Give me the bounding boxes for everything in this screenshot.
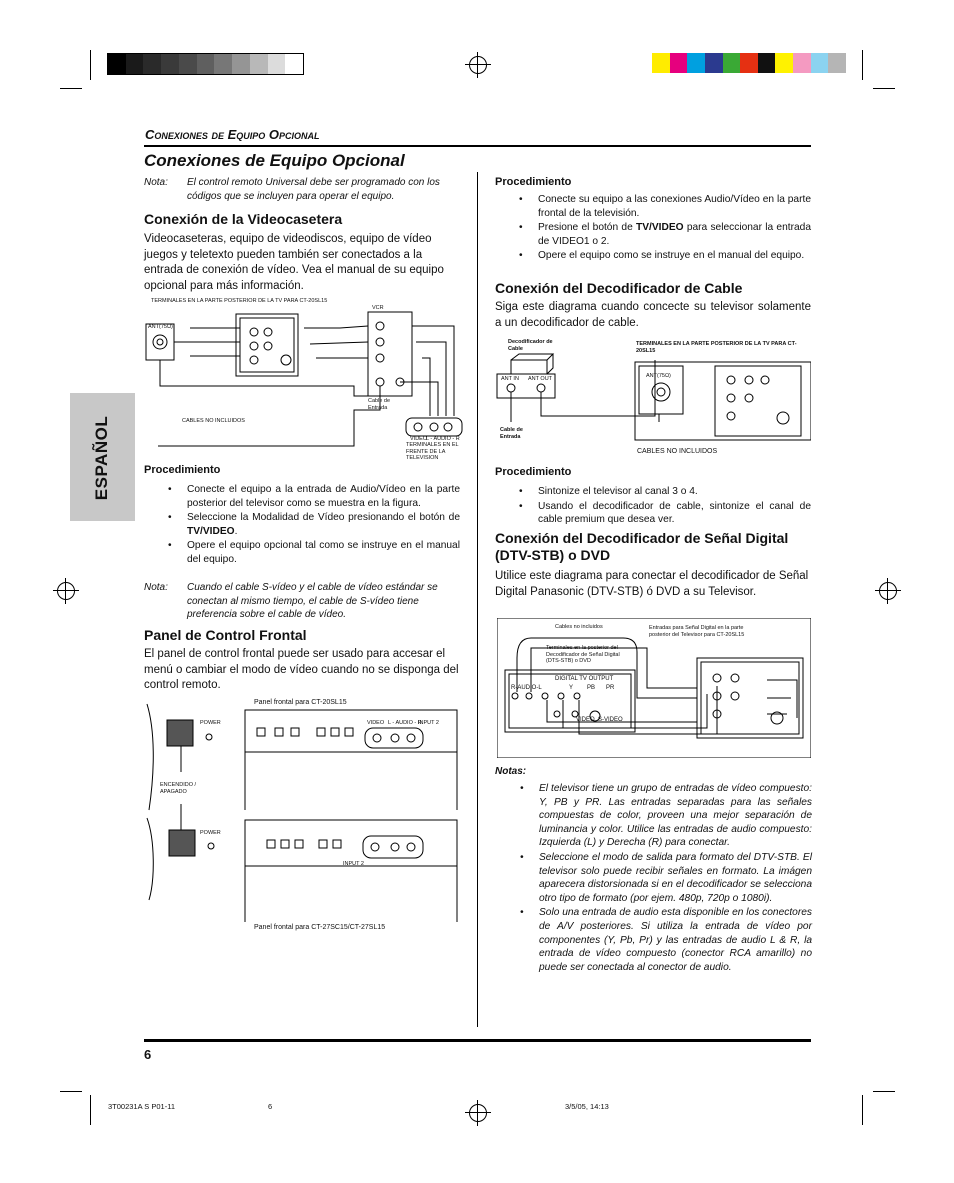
list-item: • Seleccione la Modalidad de Vídeo presionando el botón de TV/VIDEO. <box>165 511 460 538</box>
panel-video-label: VIDEO <box>367 720 385 726</box>
stb-y-label: Y <box>569 685 574 691</box>
stb-terminals-label: Terminales en la posterior del Decodificador de Señal Digital (DTS-STB) o DVD <box>546 645 620 664</box>
crop-mark <box>90 50 91 80</box>
header-rule <box>144 145 811 147</box>
procedure-heading: Procedimiento <box>144 464 221 476</box>
front-panel-label-top: Panel frontal para CT-20SL15 <box>254 699 347 706</box>
power-label: POWER <box>200 720 221 726</box>
list-item: • Opere el equipo como se instruye en el manual del equipo. <box>516 249 811 263</box>
input-label: INPUT 2 <box>418 720 439 726</box>
crop-mark <box>873 88 895 89</box>
ant-in-label: ANT IN <box>501 376 519 382</box>
ant-label: ANT(75Ω) <box>148 324 173 330</box>
crop-mark <box>862 1095 863 1125</box>
procedure-heading: Procedimiento <box>495 176 572 188</box>
cable-heading: Conexión del Decodificador de Cable <box>495 280 743 296</box>
crop-mark <box>862 50 863 80</box>
registration-mark-icon <box>469 1104 487 1122</box>
vcr-diagram-title: TERMINALES EN LA PARTE POSTERIOR DE LA TV PARA CT-20SL15 <box>151 298 328 304</box>
column-divider <box>477 172 478 1027</box>
print-date: 3/5/05, 14:13 <box>565 1102 609 1111</box>
crop-mark <box>60 88 82 89</box>
stb-svideo-label: S-VIDEO <box>598 717 623 723</box>
cable-decoder-diagram <box>495 340 811 450</box>
stb-video-label: VIDEO <box>576 717 595 723</box>
power-label: POWER <box>200 830 221 836</box>
stb-audio-label: R-AUDIO-L <box>511 685 542 691</box>
color-bar <box>652 53 846 73</box>
print-code: 3T00231A S P01-11 <box>108 1102 175 1111</box>
cable-body: Siga este diagrama cuando concecte su televisor solamente a un decodificador de cable. <box>495 301 811 329</box>
list-item: • Conecte su equipo a las conexiones Audio/Vídeo en la parte frontal de la televisión. <box>516 193 811 220</box>
note-label: Nota: <box>144 177 168 188</box>
panel-heading: Panel de Control Frontal <box>144 627 307 643</box>
note <box>144 176 462 204</box>
note-label: Nota: <box>144 582 168 593</box>
notes-list <box>517 782 812 975</box>
cable-diagram-title: TERMINALES EN LA PARTE POSTERIOR DE LA TV PARA CT-20SL15 <box>636 341 797 354</box>
front-terminals-label: TERMINALES EN EL FRENTE DE LA TELEVISION <box>406 442 459 461</box>
language-tab: ESPAÑOL <box>70 393 135 521</box>
registration-mark-icon <box>469 56 487 74</box>
page-title: Conexiones de Equipo Opcional <box>144 151 405 170</box>
print-page: 6 <box>268 1102 273 1111</box>
list-item: • Opere el equipo opcional tal como se instruye en el manual del equipo. <box>165 539 460 566</box>
decoder-label: Decodificador de Cable <box>508 339 553 352</box>
ant-out-label: ANT OUT <box>528 376 553 382</box>
front-panel-diagram <box>145 700 461 925</box>
vcr-label: VCR <box>372 305 384 311</box>
panel-audio-label: L - AUDIO - R <box>388 720 422 726</box>
input-label: INPUT 2 <box>343 861 364 867</box>
crop-mark <box>90 1095 91 1125</box>
front-panel-label-bottom: Panel frontal para CT-27SC15/CT-27SL15 <box>254 924 386 931</box>
section-label: Conexiones de Equipo Opcional <box>145 127 320 142</box>
note-text: Cuando el cable S-vídeo y el cable de vídeo estándar se conectan al mismo tiempo, el cable de S-vídeo tiene preferencia sobre el cable de vídeo. <box>187 582 438 620</box>
dtv-connection-diagram <box>497 618 811 758</box>
grayscale-bar <box>107 53 304 75</box>
notes-heading: Notas: <box>495 766 527 777</box>
crop-mark <box>873 1091 895 1092</box>
cable-entrada-label: Cable de Entrada <box>500 427 523 440</box>
dtv-heading: Conexión del Decodificador de Señal Digital (DTV-STB) o DVD <box>495 530 789 563</box>
tv-inputs-label: Entradas para Señal Digital en la parte posterior del Televisor para CT-20SL15 <box>649 625 745 638</box>
page-number: 6 <box>144 1047 152 1062</box>
dtv-body: Utilice este diagrama para conectar el decodificador de Señal Digital Panasonic (DTV-STB) ó DVD a su Televisor. <box>495 570 809 598</box>
dtv-cables-label: Cables no incluidos <box>555 624 603 630</box>
digital-out-label: DIGITAL TV OUTPUT <box>555 676 614 682</box>
stb-pr-label: PR <box>606 685 615 691</box>
note-text: El control remoto Universal debe ser programado con los códigos que se incluyen para operar el equipo. <box>187 177 440 202</box>
registration-mark-icon <box>57 582 75 600</box>
list-item: • Conecte el equipo a la entrada de Audio/Vídeo en la parte posterior del televisor como se muestra en la figura. <box>165 483 460 510</box>
list-item: • El televisor tiene un grupo de entradas de vídeo compuesto: Y, PB y PR. Las entradas separadas para las señales compuestas de color, proveen una mejor separación de luminancia y color. Utilice las entradas de audio compuesto: Izquierda (L) y Derecha (R) para conectar. <box>517 782 812 850</box>
ant-label: ANT(75Ω) <box>646 373 671 379</box>
list-item: • Usando el decodificador de cable, sintonize el canal de cable premium que desea ver. <box>516 500 811 527</box>
procedure-list <box>165 483 460 568</box>
panel-body: El panel de control frontal puede ser usado para accesar el menú o cambiar el modo de vídeo cuando no se disponga del control remoto. <box>144 648 459 691</box>
registration-mark-icon <box>879 582 897 600</box>
vcr-heading: Conexión de la Videocasetera <box>144 211 343 227</box>
front-video-label: VIDEO <box>410 436 428 442</box>
footer-rule <box>144 1039 811 1042</box>
cables-not-included: CABLES NO INCLUIDOS <box>182 418 245 424</box>
cables-not-included: CABLES NO INCLUIDOS <box>637 448 718 455</box>
stb-pb-label: PB <box>587 685 596 691</box>
vcr-body: Videocaseteras, equipo de videodiscos, equipo de vídeo juegos y teletexto pueden también ser conectados a la entrada de conexión de vídeo. Vea el manual de su equipo opcional para más información. <box>144 233 444 292</box>
cable-entrada-label: Cable de Entrada <box>368 398 391 411</box>
list-item: • Presione el botón de TV/VIDEO para seleccionar la entrada de VIDEO1 o 2. <box>516 221 811 248</box>
note <box>144 581 462 623</box>
list-item: • Seleccione el modo de salida para formato del DTV-STB. El televisor solo puede recibir señales en formato. La imágen aparecera distorsionada si en el decodificador se selecciona otro tipo de formato (por ejem. 480p, 720p o 1080i). <box>517 851 812 905</box>
crop-mark <box>60 1091 82 1092</box>
procedure-list <box>516 193 811 264</box>
procedure-heading: Procedimiento <box>495 466 572 478</box>
list-item: • Solo una entrada de audio esta disponible en los conectores de A/V posteriores. Si utiliza la entrada de vídeo por componentes (Y, Pb, Pr) y las entradas de audio L & R, la entrada de vídeo compuesto (conector RCA amarillo) no puede ser conectada al conector de audio. <box>517 906 812 974</box>
list-item: • Sintonize el televisor al canal 3 o 4. <box>516 485 811 499</box>
procedure-list <box>516 485 811 528</box>
front-audio-label: L - AUDIO - R <box>426 436 460 442</box>
power-button-label: ENCENDIDO / APAGADO <box>160 782 197 795</box>
